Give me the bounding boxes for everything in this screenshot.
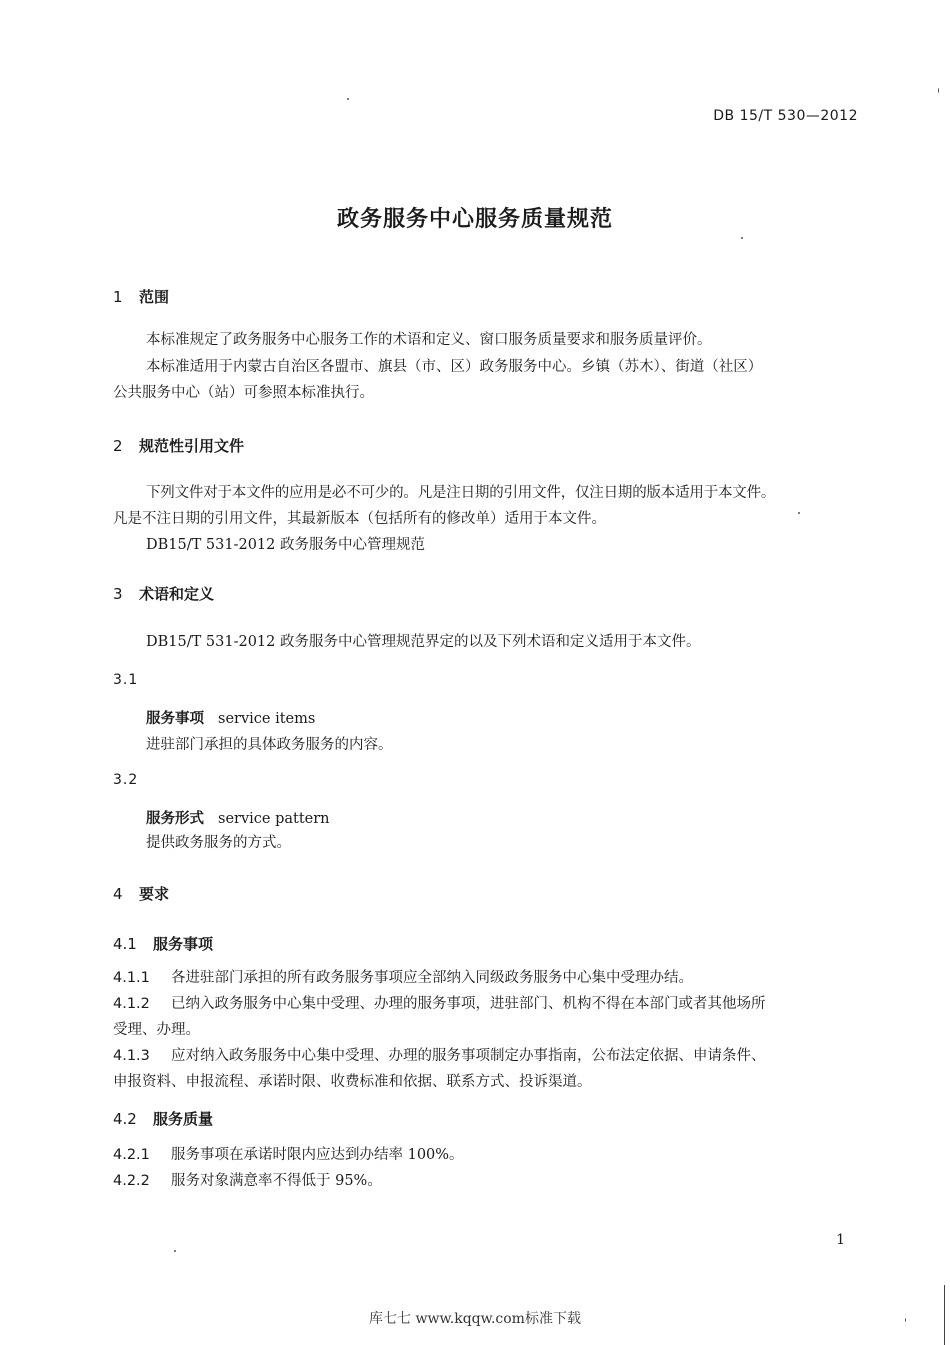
clause-number: 4.1.2 <box>113 996 150 1012</box>
document-title: 政务服务中心服务质量规范 <box>336 207 613 232</box>
term-english: service items <box>218 711 316 727</box>
clause-4-2-1 <box>113 1143 464 1168</box>
subsection-4-1-heading <box>113 933 213 954</box>
clause-number: 4.2.2 <box>113 1173 150 1189</box>
section-number: 4 <box>113 885 123 903</box>
term-3-2-definition: 提供政务服务的方式。 <box>146 835 291 851</box>
section-1-para-2-line-2: 公共服务中心（站）可参照本标准执行。 <box>113 385 374 401</box>
subsection-title: 服务质量 <box>153 1110 214 1128</box>
page-number: 1 <box>836 1232 845 1248</box>
scan-speck <box>741 237 743 239</box>
term-chinese: 服务形式 <box>146 811 204 827</box>
scan-speck <box>174 1250 176 1252</box>
clause-text: 应对纳入政务服务中心集中受理、办理的服务事项制定办事指南，公布法定依据、申请条件、 <box>171 1048 766 1064</box>
clause-number: 4.1.3 <box>113 1048 150 1064</box>
section-2-para-line-1: 下列文件对于本文件的应用是必不可少的。凡是注日期的引用文件，仅注日期的版本适用于本文件。 <box>146 485 776 501</box>
clause-number: 4.2.1 <box>113 1147 150 1163</box>
clause-text: 各进驻部门承担的所有政务服务事项应全部纳入同级政务服务中心集中受理办结。 <box>171 970 693 986</box>
section-title: 规范性引用文件 <box>139 437 245 455</box>
section-number: 2 <box>113 437 123 455</box>
section-1-para-2-line-1: 本标准适用于内蒙古自治区各盟市、旗县（市、区）政务服务中心。乡镇（苏木）、街道（社区） <box>146 359 763 375</box>
subsection-4-2-heading <box>113 1108 213 1129</box>
standard-code: DB 15/T 530—2012 <box>713 108 858 124</box>
subsection-number: 4.2 <box>113 1110 137 1128</box>
section-title: 范围 <box>139 288 170 306</box>
section-title: 术语和定义 <box>139 585 215 603</box>
section-3-heading <box>113 583 214 604</box>
scan-speck <box>798 512 800 514</box>
scan-edge <box>944 1285 945 1345</box>
term-number-3-1: 3.1 <box>113 672 139 688</box>
section-1-heading <box>113 286 169 307</box>
term-3-1-definition: 进驻部门承担的具体政务服务的内容。 <box>146 737 393 753</box>
clause-text: 服务事项在承诺时限内应达到办结率 100%。 <box>171 1147 464 1163</box>
clause-text: 服务对象满意率不得低于 95%。 <box>171 1173 382 1189</box>
clause-4-1-2 <box>113 992 766 1017</box>
section-3-para: DB15/T 531-2012 政务服务中心管理规范界定的以及下列术语和定义适用于本文件。 <box>146 634 701 650</box>
section-number: 3 <box>113 585 123 603</box>
clause-4-1-2-continued: 受理、办理。 <box>113 1022 200 1038</box>
term-3-2 <box>146 807 330 828</box>
subsection-title: 服务事项 <box>153 935 214 953</box>
clause-4-1-1 <box>113 966 693 991</box>
clause-4-1-3-continued: 申报资料、申报流程、承诺时限、收费标准和依据、联系方式、投诉渠道。 <box>113 1074 592 1090</box>
scan-speck <box>938 88 939 93</box>
section-number: 1 <box>113 288 123 306</box>
section-1-para-1: 本标准规定了政务服务中心服务工作的术语和定义、窗口服务质量要求和服务质量评价。 <box>146 332 712 348</box>
subsection-number: 4.1 <box>113 935 137 953</box>
term-chinese: 服务事项 <box>146 711 204 727</box>
clause-text: 已纳入政务服务中心集中受理、办理的服务事项，进驻部门、机构不得在本部门或者其他场所 <box>171 996 766 1012</box>
clause-4-2-2 <box>113 1169 382 1194</box>
clause-number: 4.1.1 <box>113 970 150 986</box>
section-4-heading <box>113 883 169 904</box>
term-3-1 <box>146 707 315 728</box>
scan-speck <box>347 98 349 100</box>
section-2-para-line-2: 凡是不注日期的引用文件，其最新版本（包括所有的修改单）适用于本文件。 <box>113 511 606 527</box>
normative-reference: DB15/T 531-2012 政务服务中心管理规范 <box>146 537 425 553</box>
clause-4-1-3 <box>113 1044 766 1069</box>
term-number-3-2: 3.2 <box>113 772 139 788</box>
scan-speck <box>905 1318 906 1322</box>
section-2-heading <box>113 435 244 456</box>
term-english: service pattern <box>218 811 330 827</box>
section-title: 要求 <box>139 885 170 903</box>
footer-watermark: 库七七 www.kqqw.com标准下载 <box>369 1311 581 1327</box>
